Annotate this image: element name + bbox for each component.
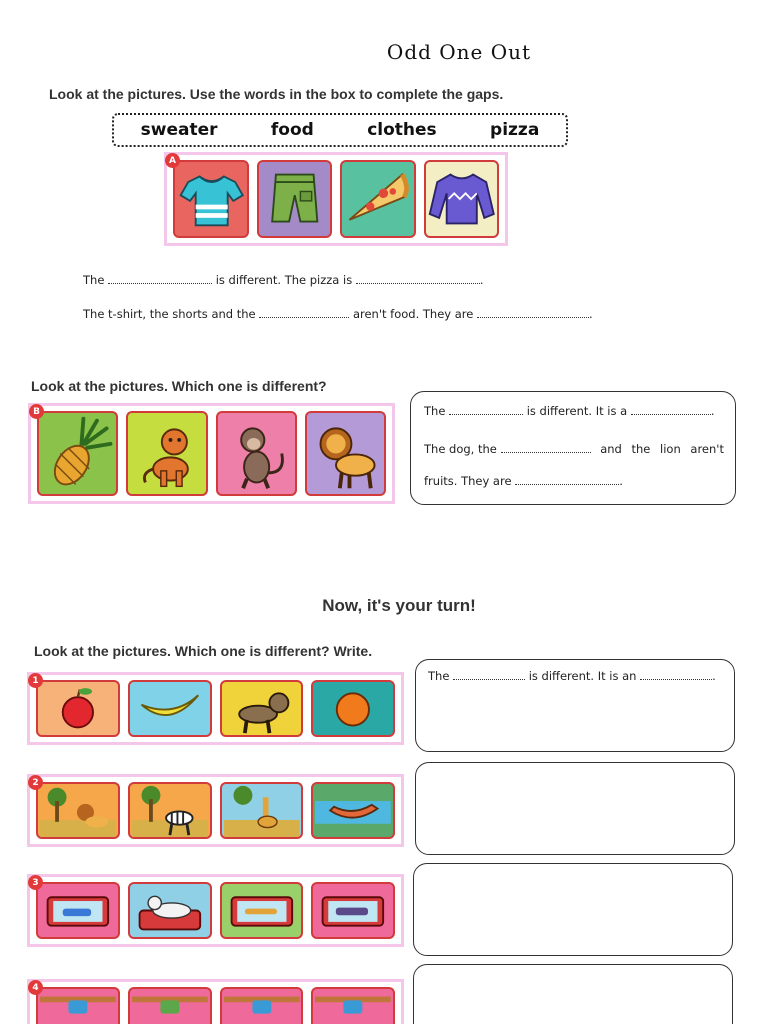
sentence-text: The bbox=[428, 669, 450, 683]
sentence-text: The bbox=[83, 273, 105, 287]
sentence-text: . bbox=[710, 404, 715, 418]
answer-gap[interactable] bbox=[501, 443, 591, 453]
sentence-text: The bbox=[424, 404, 446, 418]
badge-2: 2 bbox=[28, 775, 43, 790]
sentence-text: . bbox=[712, 669, 716, 683]
card-giraffe bbox=[220, 782, 304, 839]
sentence-text: lion bbox=[660, 442, 681, 456]
sentence-text: is different. It is an bbox=[528, 669, 637, 683]
answer-box-2[interactable] bbox=[415, 762, 735, 855]
answer-gap[interactable] bbox=[515, 475, 619, 485]
picture-strip-3 bbox=[27, 874, 404, 947]
sentence-text: . bbox=[479, 273, 484, 287]
card-lion-2 bbox=[36, 782, 120, 839]
sweater-icon bbox=[426, 162, 498, 236]
answer-box-b bbox=[410, 391, 736, 505]
picture-strip-a bbox=[164, 152, 508, 246]
your-turn-heading: Now, it's your turn! bbox=[322, 596, 476, 615]
badge-4: 4 bbox=[28, 980, 43, 995]
sentence-text: The dog, the bbox=[424, 442, 497, 456]
answer-gap[interactable] bbox=[453, 670, 525, 680]
sentence-b3 bbox=[424, 474, 623, 488]
pizza-icon bbox=[342, 162, 414, 236]
answer-gap[interactable] bbox=[640, 670, 712, 680]
card-dog bbox=[126, 411, 207, 496]
card-boat bbox=[311, 782, 395, 839]
card-cat bbox=[128, 882, 212, 939]
cat-icon bbox=[130, 884, 210, 937]
card-dog-2 bbox=[220, 680, 304, 737]
card-toy-figure bbox=[311, 882, 395, 939]
chair-icon bbox=[38, 989, 118, 1024]
card-toy-doll bbox=[220, 882, 304, 939]
word-pizza: pizza bbox=[490, 120, 540, 140]
card-tshirt bbox=[173, 160, 249, 238]
answer-gap[interactable] bbox=[631, 405, 711, 415]
instruction-c: Look at the pictures. Which one is different? Write. bbox=[34, 643, 373, 659]
zebra-icon bbox=[130, 784, 210, 837]
card-orange bbox=[311, 680, 395, 737]
card-chair-1 bbox=[36, 987, 120, 1024]
card-pizza bbox=[340, 160, 416, 238]
lion-icon bbox=[38, 784, 118, 837]
tshirt-icon bbox=[175, 162, 247, 236]
badge-a: A bbox=[165, 153, 180, 168]
card-banana bbox=[128, 680, 212, 737]
sentence-text: The t-shirt, the shorts and the bbox=[83, 307, 256, 321]
sentence-c1 bbox=[428, 669, 716, 683]
sentence-text: fruits. They are bbox=[424, 474, 512, 488]
answer-gap[interactable] bbox=[477, 308, 589, 318]
sentence-a1 bbox=[83, 273, 484, 287]
sentence-b1 bbox=[424, 404, 714, 418]
card-toy-car bbox=[36, 882, 120, 939]
card-lion bbox=[305, 411, 386, 496]
sentence-text: . bbox=[588, 307, 593, 321]
card-sweater bbox=[424, 160, 500, 238]
card-apple bbox=[36, 680, 120, 737]
badge-1: 1 bbox=[28, 673, 43, 688]
answer-box-3[interactable] bbox=[413, 863, 733, 956]
giraffe-icon bbox=[222, 784, 302, 837]
card-monkey bbox=[216, 411, 297, 496]
picture-strip-1 bbox=[27, 672, 404, 745]
pineapple-icon bbox=[39, 413, 116, 494]
card-pineapple bbox=[37, 411, 118, 496]
sentence-text: and bbox=[600, 442, 622, 456]
sentence-text: . bbox=[619, 474, 623, 488]
badge-3: 3 bbox=[28, 875, 43, 890]
toy-box-icon bbox=[222, 884, 302, 937]
answer-box-4[interactable] bbox=[413, 964, 733, 1024]
word-sweater: sweater bbox=[140, 120, 218, 140]
sentence-text: is different. The pizza is bbox=[215, 273, 353, 287]
answer-gap[interactable] bbox=[259, 308, 349, 318]
boat-icon bbox=[313, 784, 393, 837]
sentence-a2 bbox=[83, 307, 593, 321]
answer-gap[interactable] bbox=[108, 274, 212, 284]
picture-strip-4 bbox=[27, 979, 404, 1024]
dog-icon bbox=[128, 413, 205, 494]
card-chair-4 bbox=[311, 987, 395, 1024]
word-clothes: clothes bbox=[367, 120, 437, 140]
chair-icon bbox=[130, 989, 210, 1024]
lion-icon bbox=[307, 413, 384, 494]
orange-icon bbox=[313, 682, 393, 735]
toy-box-icon bbox=[313, 884, 393, 937]
chair-icon bbox=[222, 989, 302, 1024]
word-box bbox=[112, 113, 568, 147]
card-zebra bbox=[128, 782, 212, 839]
apple-icon bbox=[38, 682, 118, 735]
answer-box-1[interactable] bbox=[415, 659, 735, 752]
sentence-text: aren't bbox=[690, 442, 724, 456]
picture-strip-b bbox=[28, 403, 395, 504]
answer-gap[interactable] bbox=[356, 274, 480, 284]
banana-icon bbox=[130, 682, 210, 735]
sentence-text: aren't food. They are bbox=[352, 307, 474, 321]
toy-car-box-icon bbox=[38, 884, 118, 937]
sentence-text: the bbox=[631, 442, 651, 456]
shorts-icon bbox=[259, 162, 331, 236]
picture-strip-2 bbox=[27, 774, 404, 847]
chair-icon bbox=[313, 989, 393, 1024]
dog-icon bbox=[222, 682, 302, 735]
word-food: food bbox=[270, 120, 314, 140]
sentence-b2 bbox=[424, 442, 724, 456]
answer-gap[interactable] bbox=[449, 405, 523, 415]
card-shorts bbox=[257, 160, 333, 238]
monkey-icon bbox=[218, 413, 295, 494]
badge-b: B bbox=[29, 404, 44, 419]
card-chair-2 bbox=[128, 987, 212, 1024]
instruction-b: Look at the pictures. Which one is different? bbox=[31, 378, 327, 394]
sentence-text: is different. It is a bbox=[526, 404, 628, 418]
card-chair-3 bbox=[220, 987, 304, 1024]
instruction-a: Look at the pictures. Use the words in the box to complete the gaps. bbox=[49, 86, 504, 102]
worksheet-title: Odd One Out bbox=[386, 40, 532, 64]
